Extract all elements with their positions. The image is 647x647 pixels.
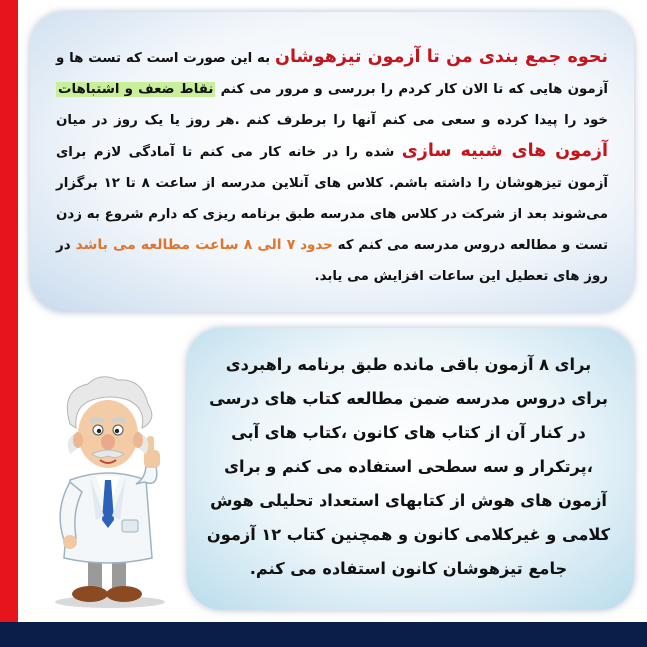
card-top-highlight-weaknesses: نقاط ضعف و اشتباهات xyxy=(58,82,214,97)
top-text-card xyxy=(30,12,634,312)
card-top-text-4: در روز های تعطیل این ساعات افزایش می یابد. xyxy=(56,238,608,284)
card-top-text-3: شده را در خانه کار می کنم تا آمادگی لازم برای آزمون تیزهوشان را داشته باشم. کلاس های آنلاین مدرسه از ساعت ۸ تا ۱۲ برگزار می‌شوند بعد از شرکت در کلاس های مدرسه طبق برنامه ریزی که دارم شروع به زدن تست و مطالعه دروس مدرسه می کنم که xyxy=(56,145,608,253)
card-top-study-hours: ۷ الی ۸ ساعت مطالعه می باشد xyxy=(75,237,296,253)
card-top-title: نحوه جمع بندی من تا آزمون تیزهوشان xyxy=(275,47,608,67)
bottom-navy-bar xyxy=(0,622,647,647)
card-bottom-text: برای ۸ آزمون باقی مانده طبق برنامه راهبردی برای دروس مدرسه ضمن مطالعه کتاب های درسی در کنار آن از کتاب های کانون ،کتاب های آبی ،پرتکرار و سه سطحی استفاده می کنم و برای آزمون های هوش از کتابهای استعداد تحلیلی هوش کلامی و غیرکلامی کانون و همچنین کتاب ۱۲ آزمون جامع تیزهوشان کانون استفاده می کنم. xyxy=(206,355,611,578)
scientist-thumbs-up-icon xyxy=(30,370,182,610)
bottom-text-card xyxy=(187,328,634,610)
card-top-text-2: خود را پیدا کرده و سعی می کنم آنها را برطرف کنم .هر روز یا یک روز در میان xyxy=(56,113,608,128)
left-red-stripe xyxy=(0,0,18,622)
card-top-text-1: به این صورت است که تست ها و آزمون هایی که تا الان کار کردم را بررسی و مرور می کنم xyxy=(56,51,608,97)
card-top-about: حدود xyxy=(295,238,333,253)
card-top-mock-exams: آزمون های شبیه سازی xyxy=(401,141,608,161)
